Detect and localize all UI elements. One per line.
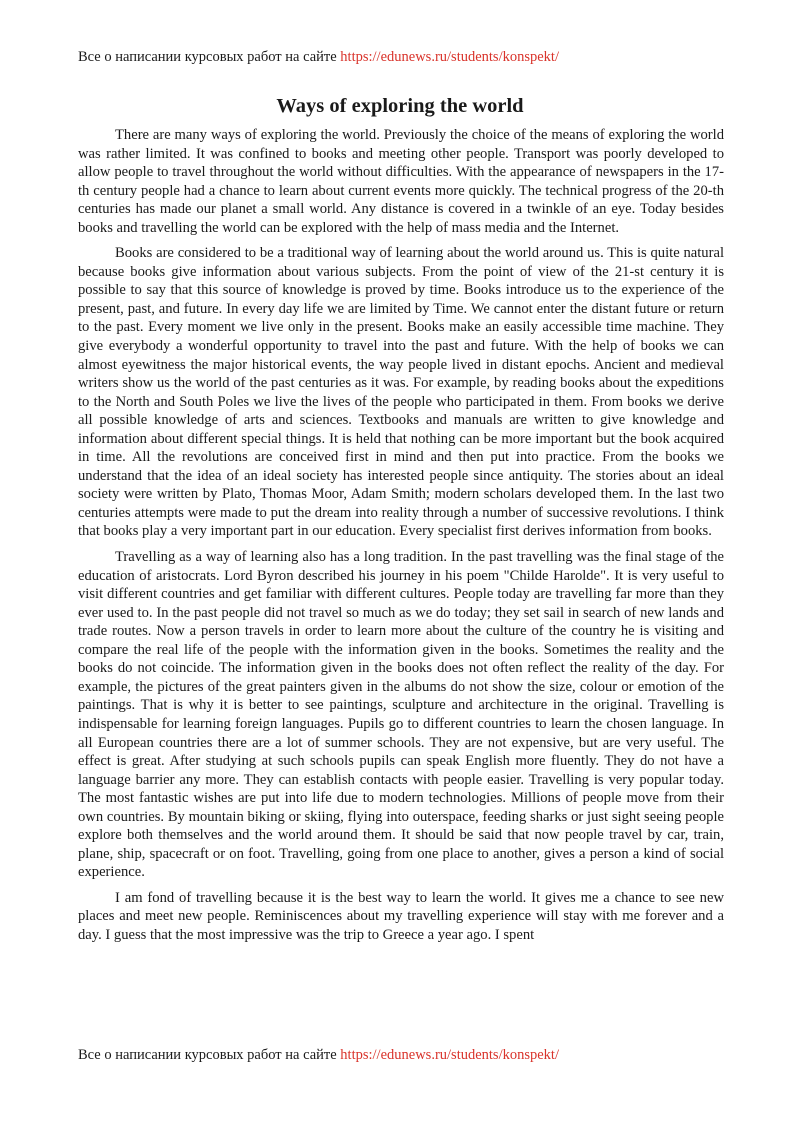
paragraph-personal: I am fond of travelling because it is the best way to learn the world. It gives me a chance to see new places and meet new people. Reminiscences about my travelling experience will stay with me forever and a day. I guess that the most impressive was the trip to Greece a year ago. I spent	[78, 889, 724, 943]
page-footer	[78, 1046, 559, 1064]
footer-site-link[interactable]: https://edunews.ru/students/konspekt/	[340, 1047, 559, 1063]
document-body	[78, 126, 724, 1036]
paragraph-intro: There are many ways of exploring the world. Previously the choice of the means of exploring the world was rather limited. It was confined to books and meeting other people. Transport was poorly developed to allow people to travel throughout the world without difficulties. With the appearance of newspapers in the 17-th century people had a chance to learn about current events more quickly. The technical progress of the 20-th centuries has made our planet a small world. Any distance is covered in a twinkle of an eye. Today besides books and travelling the world can be explored with the help of mass media and the Internet.	[78, 127, 724, 236]
header-site-link[interactable]: https://edunews.ru/students/konspekt/	[340, 49, 559, 65]
paragraph-books: Books are considered to be a traditional way of learning about the world around us. This is quite natural because books give information about various subjects. From the point of view of the 21-st century it is possible to say that this source of knowledge is proved by time. Books introduce us to the experience of the present, past, and future. In every day life we are limited by Time. We cannot enter the distant future or return to the past. Every moment we live only in the present. Books make an easily accessible time machine. They give everybody a wonderful opportunity to travel into the past and future. With the help of books we can almost eyewitness the major historical events, the way people lived in distant epochs. Ancient and medieval writers show us the world of the past centuries as it was. For example, by reading books about the expeditions to the North and South Poles we live the lives of the people who participated in them. From books we derive all possible knowledge of arts and sciences. Textbooks and manuals are written to give knowledge and information about different special things. It is held that nothing can be more important but the book acquired in time. All the revolutions are conceived first in mind and then put into practice. From the books we understand that the idea of an ideal society has interested people since antiquity. The stories about an ideal society were written by Plato, Thomas Moor, Adam Smith; modern scholars developed them. In the last two centuries attempts were made to put the dream into reality through a number of successive revolutions. I think that books play a very important part in our education. Every specialist first derives information from books.	[78, 245, 724, 540]
page-header	[78, 48, 559, 66]
header-text: Все о написании курсовых работ на сайте	[78, 49, 341, 65]
page-title: Ways of exploring the world	[276, 95, 524, 117]
paragraph-travelling: Travelling as a way of learning also has a long tradition. In the past travelling was the final stage of the education of aristocrats. Lord Byron described his journey in his poem "Childe Harolde". It is very useful to visit different countries and get familiar with different cultures. People today are travelling far more than they ever used to. In the past people did not travel so much as we do today; they set sail in search of new lands and trade routes. Now a person travels in order to learn more about the culture of the country he is visiting and compare the real life of the people with the information given in the books. Sometimes the reality and the books do not coincide. The information given in the books does not often reflect the reality of the day. For example, the pictures of the great painters given in the albums do not show the size, colour or emotion of the paintings. That is why it is better to see paintings, sculpture and architecture in the original. Travelling is indispensable for learning foreign languages. Pupils go to different countries to learn the chosen language. In all European countries there are a lot of summer schools. They are not expensive, but are very useful. The effect is great. After studying at such schools pupils can speak English more fluently. They do not have a language barrier any more. They can establish contacts with people easier. Travelling is very popular today. The most fantastic wishes are put into life due to modern technologies. Millions of people move from their own countries. By mountain biking or skiing, flying into outerspace, feeding sharks or just sight seeing people explore both themselves and the world around them. It should be said that now people travel by car, train, plane, ship, spacecraft or on foot. Travelling, going from one place to another, gives a person a kind of social experience.	[78, 549, 724, 881]
footer-text: Все о написании курсовых работ на сайте	[78, 1047, 341, 1063]
